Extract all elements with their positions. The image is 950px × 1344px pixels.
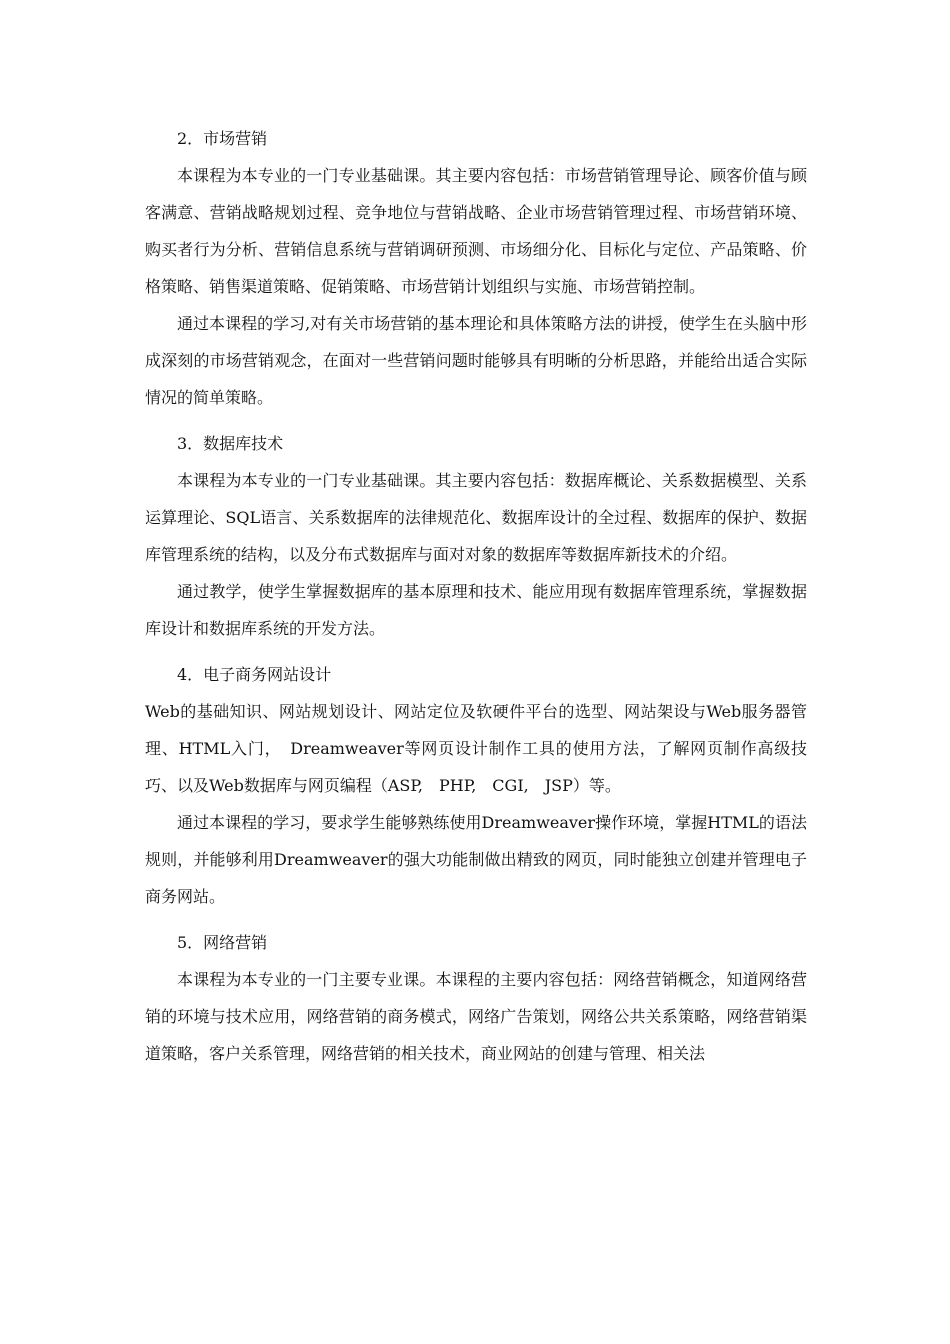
paragraph: 本课程为本专业的一门主要专业课。本课程的主要内容包括：网络营销概念，知道网络营销的环境与技术应用，网络营销的商务模式，网络广告策划，网络公共关系策略，网络营销渠道策略，客户关系管理，网络营销的相关技术，商业网站的创建与管理、相关法 (145, 970, 807, 1063)
paragraph: 通过教学，使学生掌握数据库的基本原理和技术、能应用现有数据库管理系统，掌握数据库设计和数据库系统的开发方法。 (145, 582, 807, 638)
section-heading: 5．网络营销 (177, 933, 268, 952)
section-website-design (145, 660, 807, 915)
document-page (145, 124, 807, 1072)
paragraph: Web的基础知识、网站规划设计、网站定位及软硬件平台的选型、网站架设与Web服务器管理、HTML入门， Dreamweaver等网页设计制作工具的使用方法，了解网页制作高级技巧、以及Web数据库与网页编程（ASP, PHP, CGI, JSP）等。 (145, 702, 807, 795)
paragraph: 通过本课程的学习，要求学生能够熟练使用Dreamweaver操作环境，掌握HTML的语法规则，并能够利用Dreamweaver的强大功能制做出精致的网页，同时能独立创建并管理电子商务网站。 (145, 813, 807, 906)
paragraph: 本课程为本专业的一门专业基础课。其主要内容包括：市场营销管理导论、顾客价值与顾客满意、营销战略规划过程、竞争地位与营销战略、企业市场营销管理过程、市场营销环境、购买者行为分析、营销信息系统与营销调研预测、市场细分化、目标化与定位、产品策略、价格策略、销售渠道策略、促销策略、市场营销计划组织与实施、市场营销控制。 (145, 166, 807, 296)
section-heading: 3．数据库技术 (177, 434, 284, 453)
paragraph: 本课程为本专业的一门专业基础课。其主要内容包括：数据库概论、关系数据模型、关系运算理论、SQL语言、关系数据库的法律规范化、数据库设计的全过程、数据库的保护、数据库管理系统的结构，以及分布式数据库与面对对象的数据库等数据库新技术的介绍。 (145, 471, 807, 564)
section-network-marketing (145, 928, 807, 1072)
section-marketing (145, 124, 807, 416)
section-heading: 2．市场营销 (177, 129, 268, 148)
section-database (145, 429, 807, 647)
section-heading: 4．电子商务网站设计 (177, 665, 332, 684)
paragraph: 通过本课程的学习,对有关市场营销的基本理论和具体策略方法的讲授，使学生在头脑中形成深刻的市场营销观念，在面对一些营销问题时能够具有明晰的分析思路，并能给出适合实际情况的简单策略。 (145, 314, 807, 407)
